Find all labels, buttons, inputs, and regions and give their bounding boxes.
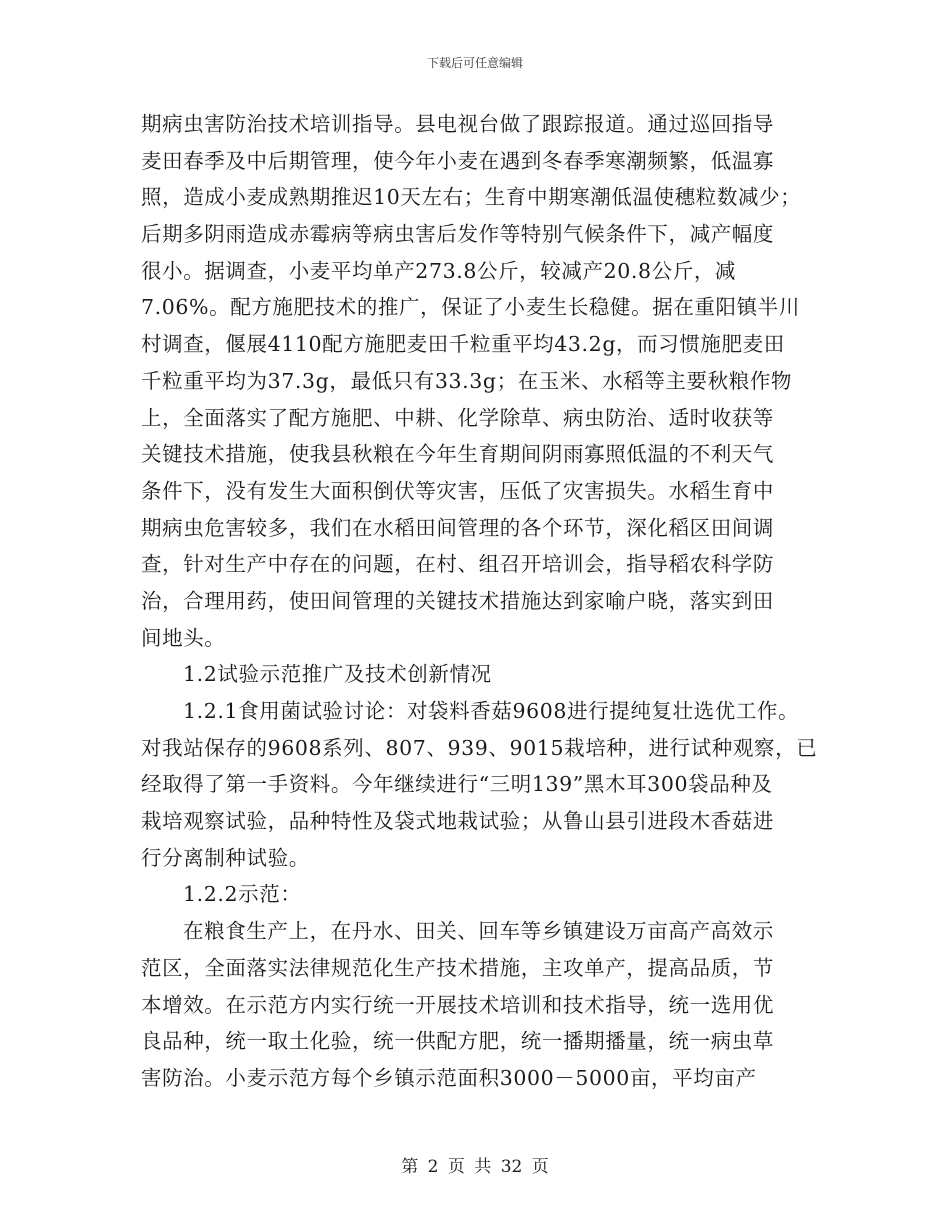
body-line: 间地头。 [141,625,226,650]
body-line: 7.06%。配方施肥技术的推广，保证了小麦生长稳健。据在重阳镇半川 [141,295,800,320]
body-line: 栽培观察试验，品种特性及袋式地栽试验；从鲁山县引进段木香菇进 [141,809,774,834]
body-line: 上，全面落实了配方施肥、中耕、化学除草、病虫防治、适时收获等 [141,405,774,430]
body-line: 期病虫危害较多，我们在水稻田间管理的各个环节，深化稻区田间调 [141,515,774,540]
body-line: 期病虫害防治技术培训指导。县电视台做了跟踪报道。通过巡回指导 [141,112,774,136]
section-heading: 1.2试验示范推广及技术创新情况 [183,662,492,687]
body-line: 范区，全面落实法律规范化生产技术措施，主攻单产，提高品质，节 [141,955,774,980]
body-line: 治，合理用药，使田间管理的关键技术措施达到家喻户晓，落实到田 [141,588,774,613]
body-line: 关键技术措施，使我县秋粮在今年生育期间阴雨寡照低温的不利天气 [141,442,774,467]
body-line: 本增效。在示范方内实行统一开展技术培训和技术指导，统一选用优 [141,992,774,1017]
body-line: 后期多阴雨造成赤霉病等病虫害后发作等特别气候条件下，减产幅度 [141,222,774,247]
body-line: 行分离制种试验。 [141,845,310,870]
page-header: 下载后可任意编辑 [426,56,523,70]
body-line: 害防治。小麦示范方每个乡镇示范面积3000－5000亩，平均亩产 [141,1065,757,1090]
paragraph-first-line: 在粮食生产上，在丹水、田关、回车等乡镇建设万亩高产高效示 [183,919,774,944]
subsection-heading: 1.2.1食用菌试验讨论：对袋料香菇9608进行提纯复壮选优工作。 [183,699,800,723]
body-line: 经取得了第一手资料。今年继续进行“三明139”黑木耳300袋品种及 [141,772,773,797]
body-line: 条件下，没有发生大面积倒伏等灾害，压低了灾害损失。水稻生育中 [141,478,774,503]
body-line: 照，造成小麦成熟期推迟10天左右；生育中期寒潮低温使穗粒数减少； [141,185,802,210]
body-line: 查，针对生产中存在的问题，在村、组召开培训会，指导稻农科学防 [141,552,774,577]
subsection-heading: 1.2.2示范： [183,882,302,907]
document-body [141,106,818,1097]
body-line: 麦田春季及中后期管理，使今年小麦在遇到冬春季寒潮频繁，低温寡 [141,148,774,173]
body-line: 对我站保存的9608系列、807、939、9015栽培种，进行试种观察，已 [141,735,818,760]
page-number-footer: 第 2 页 共 32 页 [401,1157,549,1177]
body-line: 千粒重平均为37.3g，最低只有33.3g；在玉米、水稻等主要秋粮作物 [141,368,793,393]
body-line: 村调查，偃展4110配方施肥麦田千粒重平均43.2g，而习惯施肥麦田 [141,332,785,357]
body-line: 很小。据调查，小麦平均单产273.8公斤，较减产20.8公斤，减 [141,258,737,283]
body-line: 良品种，统一取土化验，统一供配方肥，统一播期播量，统一病虫草 [141,1029,774,1054]
